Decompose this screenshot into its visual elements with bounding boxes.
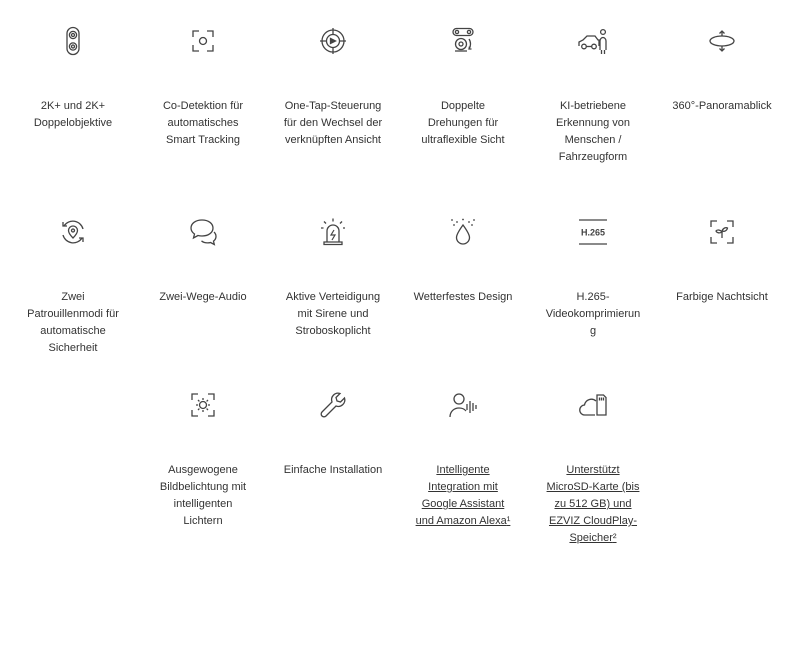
cloud-sd-icon bbox=[578, 390, 608, 420]
patrol-location-icon bbox=[58, 217, 88, 247]
dual-lens-icon bbox=[58, 26, 88, 56]
feature-panorama bbox=[672, 26, 772, 115]
wrench-icon bbox=[318, 390, 348, 420]
feature-label: One-Tap-Steuerung für den Wechsel der verknüpften Ansicht bbox=[283, 100, 383, 146]
feature-label: Einfache Installation bbox=[283, 464, 383, 476]
feature-easy-installation bbox=[283, 390, 383, 479]
feature-label: Wetterfestes Design bbox=[413, 291, 513, 303]
feature-one-tap bbox=[283, 26, 383, 149]
feature-label: Intelligente Integration mit Google Assistant und Amazon Alexa bbox=[415, 464, 507, 527]
water-drop-icon bbox=[448, 217, 478, 247]
feature-voice-integration bbox=[413, 390, 513, 530]
feature-balanced-exposure bbox=[153, 390, 253, 530]
person-vehicle-icon bbox=[578, 26, 608, 56]
feature-label: KI-betriebene Erkennung von Menschen / Fahrzeugform bbox=[556, 100, 630, 163]
color-night-icon bbox=[707, 217, 737, 247]
feature-label: Doppelte Drehungen für ultraflexible Sicht bbox=[421, 100, 505, 146]
footnote-marker: ² bbox=[612, 532, 617, 544]
feature-patrol bbox=[23, 217, 123, 357]
storage-link[interactable] bbox=[543, 462, 643, 547]
feature-two-way-audio bbox=[153, 217, 253, 306]
focus-tracking-icon bbox=[188, 26, 218, 56]
feature-dual-lens bbox=[23, 26, 123, 132]
feature-label: 2K+ und 2K+ Doppelobjektive bbox=[33, 100, 113, 129]
feature-label: Ausgewogene Bildbelichtung mit intelligenten Lichtern bbox=[159, 464, 247, 527]
rotate-camera-icon bbox=[448, 26, 478, 56]
panorama-360-icon bbox=[707, 26, 737, 56]
voice-integration-link[interactable] bbox=[413, 462, 513, 530]
feature-co-detection bbox=[153, 26, 253, 149]
feature-active-defense bbox=[283, 217, 383, 340]
feature-label: Zwei-Wege-Audio bbox=[159, 291, 247, 303]
voice-assistant-icon bbox=[448, 390, 478, 420]
h265-icon bbox=[578, 217, 608, 247]
feature-label: Aktive Verteidigung mit Sirene und Stroboskoplicht bbox=[285, 291, 381, 337]
footnote-marker: ¹ bbox=[506, 515, 511, 527]
feature-label: 360°-Panoramablick bbox=[672, 100, 772, 112]
siren-icon bbox=[318, 217, 348, 247]
chat-bubbles-icon bbox=[188, 217, 218, 247]
exposure-balance-icon bbox=[188, 390, 218, 420]
feature-label: Co-Detektion für automatisches Smart Tracking bbox=[162, 100, 244, 146]
feature-storage bbox=[543, 390, 643, 547]
feature-dual-rotation bbox=[413, 26, 513, 149]
feature-weatherproof bbox=[413, 217, 513, 306]
feature-color-night-vision bbox=[672, 217, 772, 306]
h265-icon-text: H.265 bbox=[580, 227, 606, 238]
feature-label: Unterstützt MicroSD-Karte (bis zu 512 GB) und EZVIZ CloudPlay-Speicher bbox=[546, 464, 640, 544]
feature-label: Farbige Nachtsicht bbox=[676, 291, 768, 303]
feature-label: H.265-Videokomprimierung bbox=[545, 291, 641, 337]
feature-ai-detection bbox=[543, 26, 643, 166]
feature-h265 bbox=[543, 217, 643, 340]
target-view-icon bbox=[318, 26, 348, 56]
feature-label: Zwei Patrouillenmodi für automatische Sicherheit bbox=[27, 291, 119, 354]
